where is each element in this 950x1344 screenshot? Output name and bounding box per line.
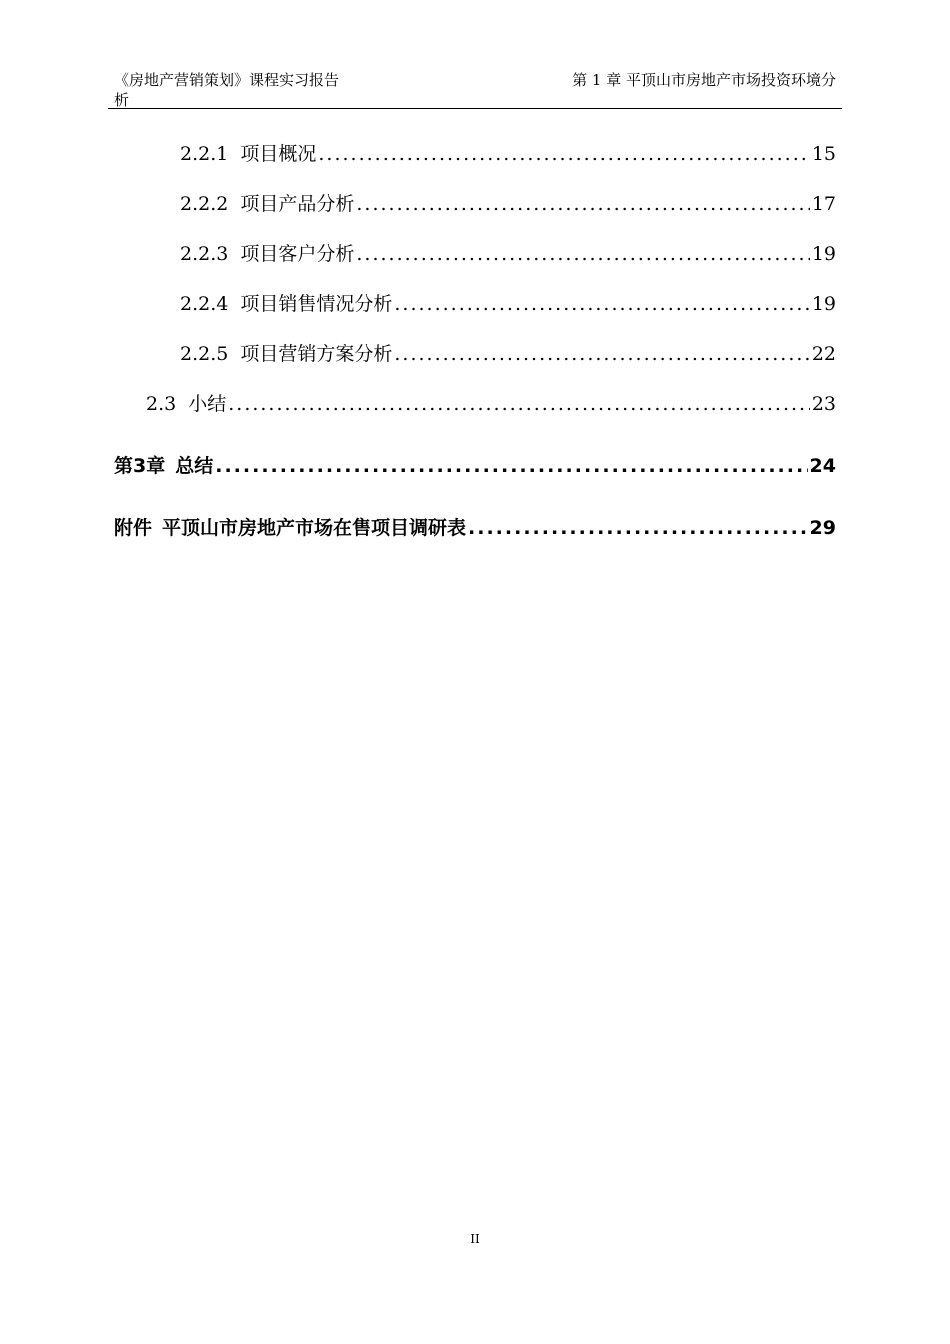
header-title-line2: 析 xyxy=(114,91,130,109)
toc-entry-number: 2.2.3 xyxy=(180,243,229,265)
toc-entry-2-3[interactable] xyxy=(146,389,836,416)
toc-entry-page: 19 xyxy=(811,243,836,265)
header-title-line1: 《房地产营销策划》课程实习报告 xyxy=(114,71,340,89)
toc-entry-number: 第3章 xyxy=(114,455,166,477)
toc-leader-dots xyxy=(468,517,808,539)
toc-entry-number: 2.2.4 xyxy=(180,293,229,315)
toc-leader-dots xyxy=(356,243,809,265)
toc-entry-number: 附件 xyxy=(114,517,153,539)
toc-leader-dots xyxy=(394,343,809,365)
toc-entry-number: 2.2.1 xyxy=(180,143,229,165)
toc-entry-number: 2.2.5 xyxy=(180,343,229,365)
header-report-title xyxy=(114,70,384,110)
toc-entry-title: 项目客户分析 xyxy=(240,243,355,265)
toc-entry-2-2-4[interactable] xyxy=(180,289,836,316)
toc-leader-dots xyxy=(228,393,810,415)
toc-entry-page: 22 xyxy=(811,343,836,365)
toc-entry-2-2-5[interactable] xyxy=(180,339,836,366)
toc-entry-title: 小结 xyxy=(188,393,227,415)
toc-entry-page: 15 xyxy=(811,143,836,165)
page-number: II xyxy=(470,1232,480,1246)
toc-entry-2-2-2[interactable] xyxy=(180,189,836,216)
toc-entry-number: 2.2.2 xyxy=(180,193,229,215)
toc-entry-2-2-1[interactable] xyxy=(180,139,836,166)
toc-entry-number: 2.3 xyxy=(146,393,177,415)
toc-leader-dots xyxy=(356,193,809,215)
toc-entry-appendix[interactable] xyxy=(114,513,836,540)
toc-entry-page: 17 xyxy=(811,193,836,215)
toc-entry-title: 总结 xyxy=(175,455,214,477)
toc-entry-chapter-3[interactable] xyxy=(114,451,836,478)
toc-entry-title: 平顶山市房地产市场在售项目调研表 xyxy=(162,517,467,539)
header-chapter-title: 第 1 章 平顶山市房地产市场投资环境分 xyxy=(572,71,836,89)
toc-leader-dots xyxy=(394,293,809,315)
toc-entry-title: 项目产品分析 xyxy=(240,193,355,215)
header-divider xyxy=(108,108,842,109)
toc-leader-dots xyxy=(318,143,809,165)
toc-leader-dots xyxy=(215,455,807,477)
toc-entry-title: 项目营销方案分析 xyxy=(240,343,393,365)
toc-entry-page: 29 xyxy=(809,517,836,539)
toc-entry-page: 24 xyxy=(809,455,836,477)
toc-entry-2-2-3[interactable] xyxy=(180,239,836,266)
toc-entry-page: 23 xyxy=(811,393,836,415)
toc-entry-title: 项目销售情况分析 xyxy=(240,293,393,315)
toc-entry-page: 19 xyxy=(811,293,836,315)
toc-entry-title: 项目概况 xyxy=(240,143,317,165)
